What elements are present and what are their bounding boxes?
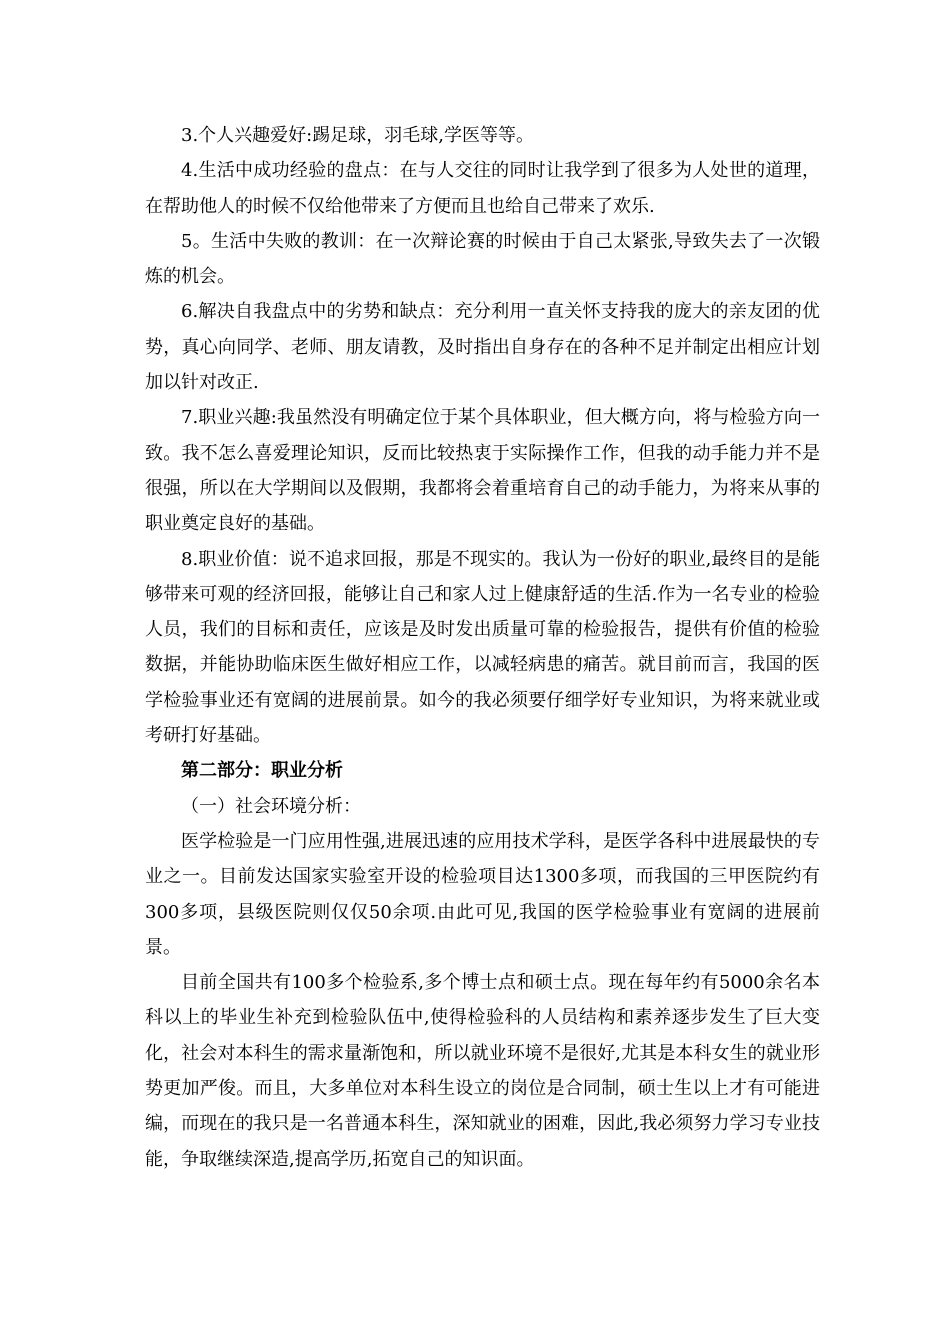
document-page <box>145 118 820 1177</box>
paragraph-hobbies: 3.个人兴趣爱好:踢足球，羽毛球,学医等等。 <box>181 125 534 146</box>
subsection-heading: （一）社会环境分析： <box>181 795 361 817</box>
section-heading: 第二部分：职业分析 <box>181 760 343 782</box>
paragraph-failure-lesson: 5。生活中失败的教训：在一次辩论赛的时候由于自己太紧张,导致失去了一次锻炼的机会。 <box>145 230 820 288</box>
paragraph-employment-situation: 目前全国共有100多个检验系,多个博士点和硕士点。现在每年约有5000余名本科以上的毕业生补充到检验队伍中,使得检验科的人员结构和素养逐步发生了巨大变化，社会对本科生的需求量渐饱和，所以就业环境不是很好,尤其是本科女生的就业形势更加严俊。而且，大多单位对本科生设立的岗位是合同制，硕士生以上才有可能进编，而现在的我只是一名普通本科生，深知就业的困难，因此,我必须努力学习专业技能，争取继续深造,提高学历,拓宽自己的知识面。 <box>145 972 820 1170</box>
paragraph-success-experience: 4.生活中成功经验的盘点：在与人交往的同时让我学到了很多为人处世的道理，在帮助他人的时候不仅给他带来了方便而且也给自己带来了欢乐. <box>145 160 820 217</box>
paragraph-career-value: 8.职业价值：说不追求回报，那是不现实的。我认为一份好的职业,最终目的是能够带来可观的经济回报，能够让自己和家人过上健康舒适的生活.作为一名专业的检验人员，我们的目标和责任，应该是及时发出质量可靠的检验报告，提供有价值的检验数据，并能协助临床医生做好相应工作，以减轻病患的痛苦。就目前而言，我国的医学检验事业还有宽阔的进展前景。如今的我必须要仔细学好专业知识，为将来就业或考研打好基础。 <box>145 548 820 747</box>
paragraph-social-environment: 医学检验是一门应用性强,进展迅速的应用技术学科，是医学各科中进展最快的专业之一。目前发达国家实验室开设的检验项目达1300多项，而我国的三甲医院约有300多项，县级医院则仅仅50余项.由此可见,我国的医学检验事业有宽阔的进展前景。 <box>145 830 820 958</box>
paragraph-weakness-solution: 6.解决自我盘点中的劣势和缺点：充分利用一直关怀支持我的庞大的亲友团的优势，真心向同学、老师、朋友请教，及时指出自身存在的各种不足并制定出相应计划加以针对改正. <box>145 301 820 394</box>
paragraph-career-interest: 7.职业兴趣:我虽然没有明确定位于某个具体职业，但大概方向，将与检验方向一致。我不怎么喜爱理论知识，反而比较热衷于实际操作工作，但我的动手能力并不是很强，所以在大学期间以及假期，我都将会着重培育自己的动手能力，为将来从事的职业奠定良好的基础。 <box>145 407 820 535</box>
